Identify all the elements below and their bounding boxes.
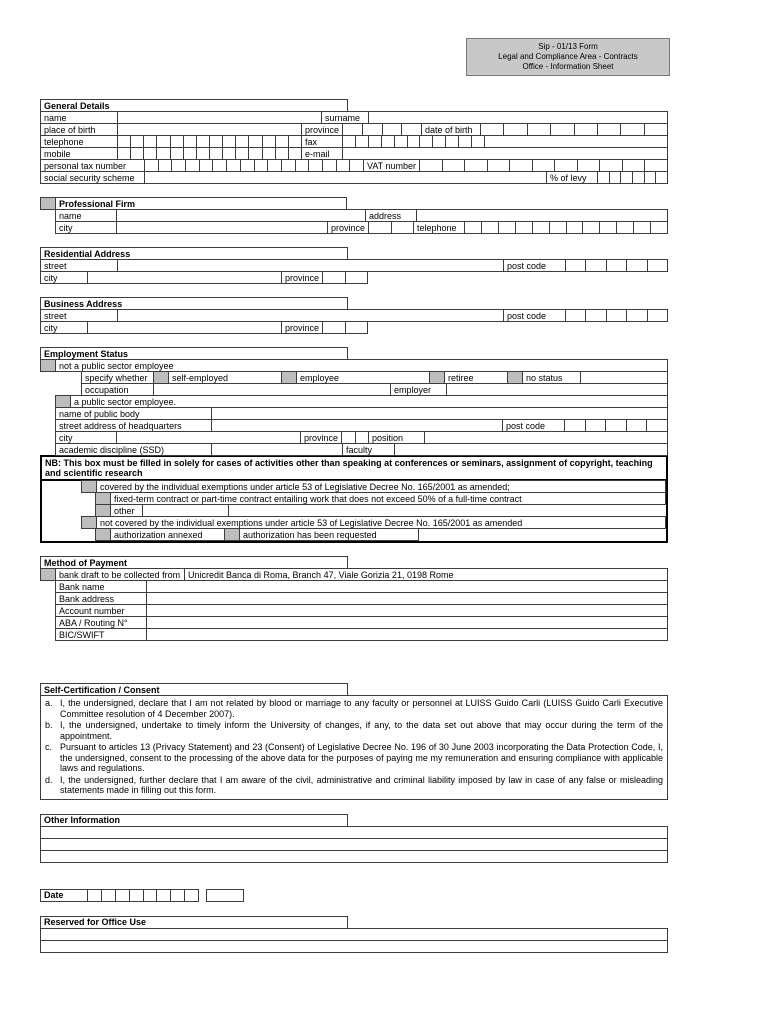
char-box[interactable] (606, 309, 627, 322)
residential-post-code-boxes (565, 259, 668, 272)
email-label: e-mail (301, 147, 343, 160)
hq-province-label: province (300, 431, 342, 444)
row-business-city (40, 321, 668, 334)
account-number-label: Account number (55, 604, 147, 617)
academic-discipline-label: academic discipline (SSD) (55, 443, 212, 456)
char-box[interactable] (626, 259, 647, 272)
pct-levy-label: % of levy (546, 171, 598, 184)
char-box[interactable] (650, 221, 668, 234)
academic-discipline-input[interactable] (211, 443, 343, 456)
char-box[interactable] (565, 309, 586, 322)
char-box[interactable] (184, 889, 199, 902)
form-id-stamp (466, 38, 670, 76)
section-date (40, 889, 668, 902)
residential-province-label: province (281, 271, 323, 284)
consent-item-b (43, 720, 663, 741)
char-box[interactable] (616, 221, 634, 234)
char-box[interactable] (498, 221, 516, 234)
bic-swift-input[interactable] (146, 628, 668, 641)
bank-name-label: Bank name (55, 580, 147, 593)
office-use-input-2[interactable] (40, 940, 668, 953)
char-box[interactable] (606, 259, 627, 272)
specify-whether-label: specify whether (81, 371, 154, 384)
char-box[interactable] (655, 171, 668, 184)
mobile-label: mobile (40, 147, 118, 160)
char-box[interactable] (647, 309, 668, 322)
self-employed-label: self-employed (168, 371, 282, 384)
business-province-label: province (281, 321, 323, 334)
social-security-scheme-input[interactable] (144, 171, 547, 184)
residential-city-input[interactable] (87, 271, 282, 284)
row-social-security (40, 171, 668, 184)
not-covered-label: not covered by the individual exemptions under article 53 of Legislative Decree No. 165/2001 as amended (96, 516, 666, 529)
spacer (42, 528, 96, 541)
office-use-row-2 (40, 940, 668, 953)
residential-province-boxes (322, 271, 368, 284)
auth-requested-label: authorization has been requested (239, 528, 419, 541)
char-box[interactable] (626, 309, 647, 322)
residential-city-label: city (40, 271, 88, 284)
consent-letter: a. (45, 698, 53, 708)
business-post-code-label: post code (503, 309, 566, 322)
auth-annexed-checkbox[interactable] (95, 528, 111, 541)
nb-note: NB: This box must be filled in solely for cases of activities other than speaking at conferences or seminars, assignment of copyright, teaching and scientific research (42, 457, 666, 481)
name-public-body-label: name of public body (55, 407, 212, 420)
faculty-label: faculty (342, 443, 395, 456)
other-label: other (110, 504, 143, 517)
consent-text: I, the undersigned, undertake to timely inform the University of changes, if any, to the data set out above that may occur during the term of the appointment. (60, 720, 663, 741)
residential-post-code-label: post code (503, 259, 566, 272)
faculty-input[interactable] (394, 443, 668, 456)
spacer (40, 628, 56, 641)
section-office-use (40, 916, 668, 953)
row-academic (40, 443, 668, 456)
firm-telephone-boxes (464, 221, 668, 234)
section-other-information (40, 814, 668, 863)
char-box[interactable] (156, 889, 171, 902)
char-box[interactable] (101, 889, 116, 902)
section-business-address (40, 297, 668, 334)
consent-letter: c. (45, 742, 53, 752)
occupation-label: occupation (81, 383, 154, 396)
consent-letter: d. (45, 774, 53, 785)
char-box[interactable] (115, 889, 130, 902)
firm-city-input[interactable] (116, 221, 328, 234)
employee-label: employee (296, 371, 430, 384)
social-security-scheme-label: social security scheme (40, 171, 145, 184)
row-date (40, 889, 668, 902)
consent-text: I, the undersigned, declare that I am not related by blood or marriage to any faculty or personnel at LUISS Guido Carli (LUISS Guido Carli Executive Committee resolution of 4 December 2007). (60, 698, 663, 719)
firm-telephone-label: telephone (413, 221, 465, 234)
char-box[interactable] (481, 221, 499, 234)
consent-item-a (43, 698, 663, 719)
char-box[interactable] (582, 221, 600, 234)
business-city-input[interactable] (87, 321, 282, 334)
char-box[interactable] (515, 221, 533, 234)
row-firm-city (40, 221, 668, 234)
other-info-row-3 (40, 850, 668, 863)
spacer (40, 443, 56, 456)
spacer (40, 221, 56, 234)
char-box[interactable] (647, 259, 668, 272)
fixed-term-label: fixed-term contract or part-time contract entailing work that does not exceed 50% of a full-time contract (110, 492, 666, 505)
business-title: Business Address (40, 297, 348, 310)
bank-address-label: Bank address (55, 592, 147, 605)
covered-label: covered by the individual exemptions under article 53 of Legislative Decree No. 165/2001 as amended; (96, 480, 666, 493)
auth-requested-checkbox[interactable] (224, 528, 240, 541)
public-employee-label: a public sector employee. (70, 395, 668, 408)
char-box[interactable] (87, 889, 102, 902)
nb-exemptions-box (40, 455, 668, 543)
office-use-title: Reserved for Office Use (40, 916, 348, 929)
char-box[interactable] (566, 221, 584, 234)
name-label: name (40, 111, 118, 124)
char-box[interactable] (129, 889, 144, 902)
char-box[interactable] (368, 221, 392, 234)
stamp-line-3: Office - Information Sheet (522, 62, 614, 71)
hq-city-label: city (55, 431, 117, 444)
char-box[interactable] (599, 221, 617, 234)
residential-title: Residential Address (40, 247, 348, 260)
hq-post-code-label: post code (502, 419, 565, 432)
date-of-birth-label: date of birth (421, 123, 481, 136)
other-info-input-3[interactable] (40, 850, 668, 863)
char-box[interactable] (322, 271, 346, 284)
not-public-label: not a public sector employee (55, 359, 668, 372)
firm-province-label: province (327, 221, 369, 234)
firm-title: Professional Firm (55, 197, 347, 210)
fax-label: fax (301, 135, 343, 148)
bic-swift-label: BIC/SWIFT (55, 628, 147, 641)
stamp-line-2: Legal and Compliance Area - Contracts (498, 52, 638, 61)
char-box[interactable] (322, 321, 346, 334)
firm-name-label: name (55, 209, 117, 222)
firm-province-boxes (368, 221, 414, 234)
char-box[interactable] (345, 321, 369, 334)
char-box[interactable] (565, 259, 586, 272)
bank-draft-prefix-label: bank draft to be collected from (55, 568, 185, 581)
row-bic-swift (40, 628, 668, 641)
street-hq-label: street address of headquarters (55, 419, 212, 432)
retiree-label: retiree (444, 371, 508, 384)
business-city-label: city (40, 321, 88, 334)
aba-routing-label: ABA / Routing N° (55, 616, 147, 629)
payment-title: Method of Payment (40, 556, 348, 569)
row-residential-city (40, 271, 668, 284)
consent-text: I, the undersigned, further declare that I am aware of the civil, administrative and criminal liability imposed by law in case of any false or misleading statements made in filling out this form. (60, 774, 663, 795)
general-title: General Details (40, 99, 348, 112)
no-status-label: no status (522, 371, 581, 384)
employment-title: Employment Status (40, 347, 348, 360)
char-box[interactable] (532, 221, 550, 234)
position-label: position (368, 431, 425, 444)
char-box[interactable] (633, 221, 651, 234)
employer-label: employer (390, 383, 447, 396)
business-province-boxes (322, 321, 368, 334)
char-box[interactable] (464, 221, 482, 234)
section-self-certification (40, 683, 668, 800)
char-box[interactable] (345, 271, 369, 284)
consent-title: Self-Certification / Consent (40, 683, 348, 696)
firm-address-label: address (365, 209, 417, 222)
personal-tax-number-label: personal tax number (40, 159, 145, 172)
char-box[interactable] (391, 221, 415, 234)
province-label: province (301, 123, 343, 136)
date-extra-box[interactable] (206, 889, 244, 902)
section-professional-firm (40, 197, 668, 234)
consent-letter: b. (45, 720, 53, 730)
char-box[interactable] (549, 221, 567, 234)
char-box[interactable] (585, 309, 606, 322)
stamp-line-1: Sip - 01/13 Form (538, 42, 598, 51)
other-info-title: Other Information (40, 814, 348, 827)
row-authorization (42, 528, 666, 541)
char-box[interactable] (170, 889, 185, 902)
firm-city-label: city (55, 221, 117, 234)
consent-item-d (43, 775, 663, 796)
consent-box (40, 695, 668, 800)
residential-street-label: street (40, 259, 118, 272)
consent-item-c (43, 742, 663, 774)
section-method-of-payment (40, 556, 668, 641)
vat-number-label: VAT number (363, 159, 420, 172)
business-post-code-boxes (565, 309, 668, 322)
form-body (40, 99, 668, 953)
auth-annexed-label: authorization annexed (110, 528, 225, 541)
bank-draft-detail-label: Unicredit Banca di Roma, Branch 47, Viale Gorizia 21, 0198 Rome (184, 568, 668, 581)
surname-label: surname (321, 111, 369, 124)
pct-levy-boxes (597, 171, 668, 184)
date-label: Date (40, 889, 88, 902)
telephone-label: telephone (40, 135, 118, 148)
section-employment-status (40, 347, 668, 543)
place-of-birth-label: place of birth (40, 123, 118, 136)
char-box[interactable] (585, 259, 606, 272)
consent-text: Pursuant to articles 13 (Privacy Statement) and 23 (Consent) of Legislative Decree No. 196 of 30 June 2003 incorporating the Data Protection Code, I, the undersigned, consent to the processing of the above data for the purposes of paying me my remuneration and ensuring compliance with applicable laws and regulations. (60, 742, 663, 773)
section-general-details (40, 99, 668, 184)
char-box[interactable] (143, 889, 158, 902)
date-boxes (87, 889, 199, 902)
business-street-label: street (40, 309, 118, 322)
section-residential-address (40, 247, 668, 284)
